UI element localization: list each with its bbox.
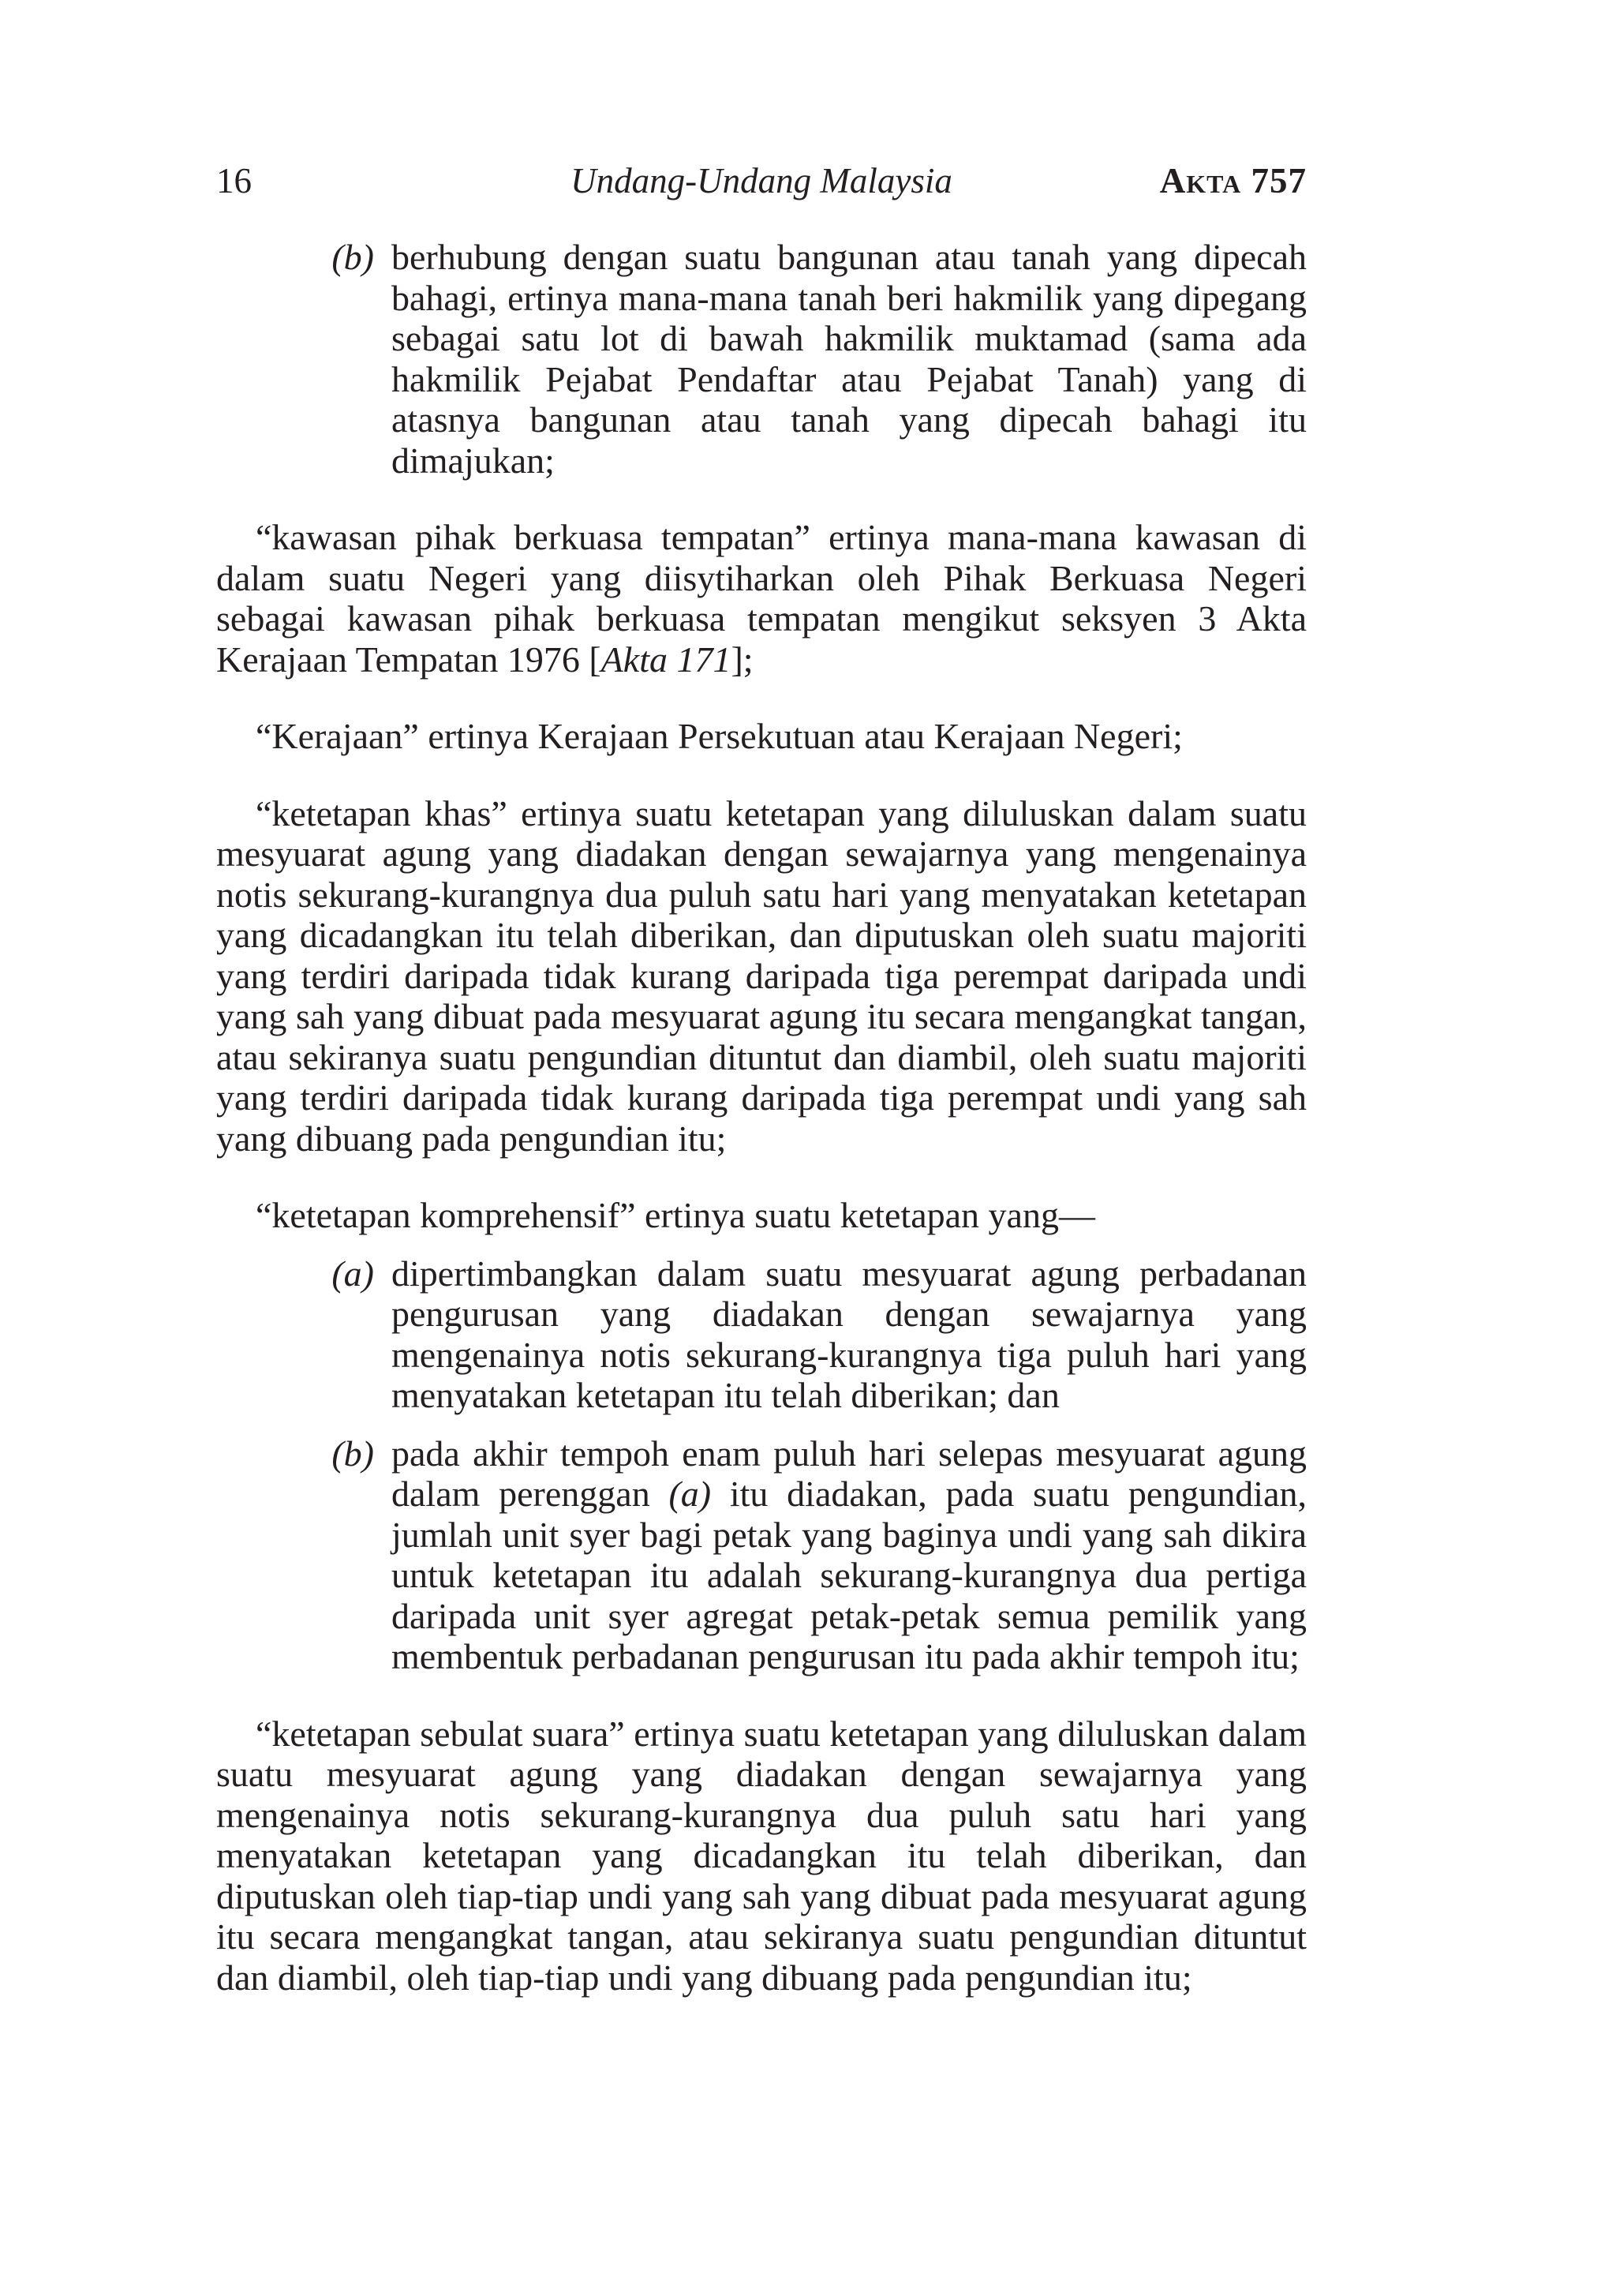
definition-end: ]; [731,639,754,680]
act-number: Akta 757 [1159,161,1307,200]
definition-kerajaan: “Kerajaan” ertinya Kerajaan Persekutuan atau Kerajaan Negeri; [256,716,1183,756]
item-b-top [303,237,1307,481]
item-text-part: pada akhir tempoh enam puluh hari selepas mesyuarat agung dalam perenggan [391,1433,1307,1514]
item-label: (b) [331,237,374,277]
paragraph-reference: (a) [668,1474,712,1514]
page-number: 16 [216,161,252,200]
definition-ketetapan-komprehensif: “ketetapan komprehensif” ertinya suatu ketetapan yang— [256,1195,1095,1235]
document-body [216,237,1307,1998]
item-text-part: itu diadakan, pada suatu pengundian, jumlah unit syer bagi petak yang baginya undi yang sah dikira untuk ketetapan itu adalah sekurang-kurangnya dua pertiga daripada unit syer agregat petak-petak semua pemilik yang membentuk perbadanan pengurusan itu pada akhir tempoh itu; [391,1474,1307,1676]
definition-kawasan [216,517,1307,680]
definition-ketetapan-khas: “ketetapan khas” ertinya suatu ketetapan yang diluluskan dalam suatu mesyuarat agung yang diadakan dengan sewajarnya yang mengenainya notis sekurang-kurangnya dua puluh satu hari yang menyatakan ketetapan yang dicadangkan itu telah diberikan, dan diputuskan oleh suatu majoriti yang terdiri daripada tidak kurang daripada tiga perempat daripada undi yang sah yang dibuat pada mesyuarat agung itu secara mengangkat tangan, atau sekiranya suatu pengundian dituntut dan diambil, oleh suatu majoriti yang terdiri daripada tidak kurang daripada tiga perempat undi yang sah yang dibuang pada pengundian itu; [216,792,1307,1159]
item-a [303,1253,1307,1416]
item-text [391,1433,1307,1677]
page-header [216,160,1307,208]
definition-text: “kawasan pihak berkuasa tempatan” ertinya mana-mana kawasan di dalam suatu Negeri yang diisytiharkan oleh Pihak Berkuasa Negeri sebagai kawasan pihak berkuasa tempatan mengikut seksyen 3 Akta Kerajaan Tempatan 1976 [ [216,517,1307,680]
item-text: dipertimbangkan dalam suatu mesyuarat agung perbadanan pengurusan yang diadakan dengan sewajarnya yang mengenainya notis sekurang-kurangnya tiga puluh hari yang menyatakan ketetapan itu telah diberikan; dan [391,1253,1307,1415]
item-text: berhubung dengan suatu bangunan atau tanah yang dipecah bahagi, ertinya mana-mana tanah beri hakmilik yang dipegang sebagai satu lot di bawah hakmilik muktamad (sama ada hakmilik Pejabat Pendaftar atau Pejabat Tanah) yang di atasnya bangunan atau tanah yang dipecah bahagi itu dimajukan; [391,237,1307,481]
definition-ketetapan-sebulat-suara: “ketetapan sebulat suara” ertinya suatu ketetapan yang diluluskan dalam suatu mesyuarat agung yang diadakan dengan sewajarnya yang mengenainya notis sekurang-kurangnya dua puluh satu hari yang menyatakan ketetapan yang dicadangkan itu telah diberikan, dan diputuskan oleh tiap-tiap undi yang sah yang dibuat pada mesyuarat agung itu secara mengangkat tangan, atau sekiranya suatu pengundian dituntut dan diambil, oleh tiap-tiap undi yang dibuang pada pengundian itu; [216,1713,1307,1998]
item-label: (a) [331,1253,374,1294]
item-b [303,1433,1307,1677]
running-title: Undang-Undang Malaysia [570,161,952,200]
act-reference: Akta 171 [600,639,731,680]
item-label: (b) [331,1433,374,1474]
